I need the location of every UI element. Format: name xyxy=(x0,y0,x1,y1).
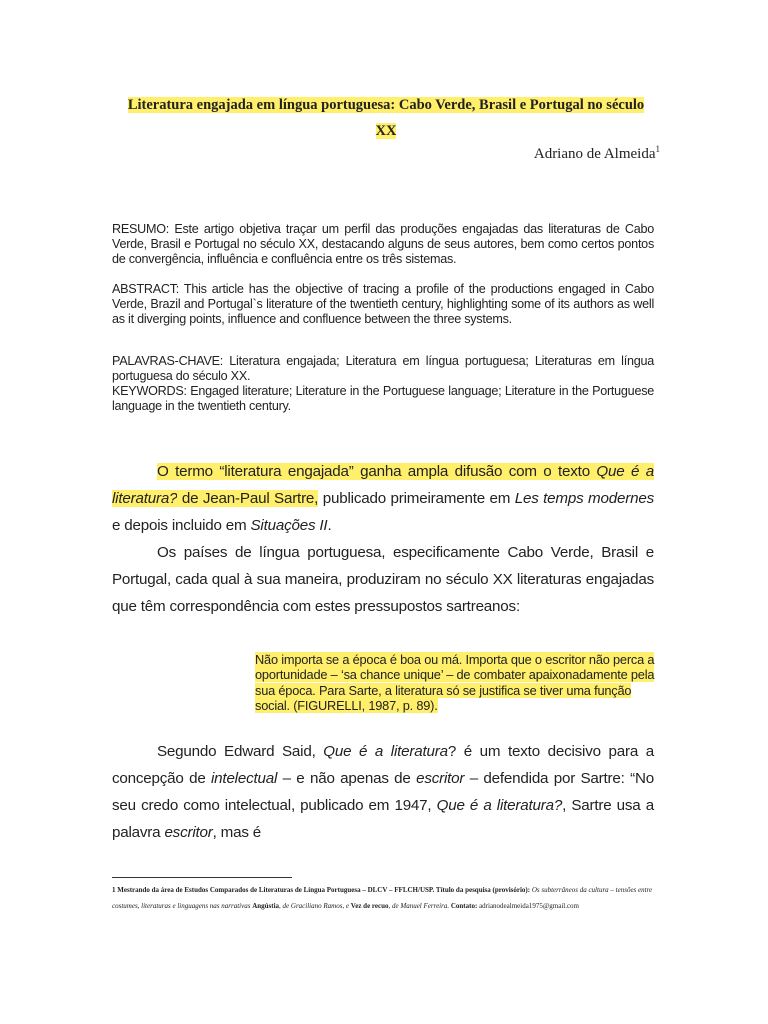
fn-italic-a: Os subterrâneos da cultura – tensões entre costumes, literaturas e linguagens nas narrativas xyxy=(112,886,653,910)
paragraph-2: Os países de língua portuguesa, especificamente Cabo Verde, Brasil e Portugal, cada qual à sua maneira, produziram no século XX literaturas engajadas que têm correspondência com estes pressupostos sartreanos: xyxy=(112,544,654,615)
p1-plain-c: . xyxy=(327,517,332,534)
author-name-text: Adriano de Almeida xyxy=(533,146,656,162)
p3-italic-d: Que é a literatura? xyxy=(436,797,563,814)
p3-c: – e não apenas de xyxy=(277,770,417,787)
p3-italic-a: Que é a literatura xyxy=(323,743,448,760)
p1-italic-a: Que é a literatura? xyxy=(112,463,654,507)
fn-italic-b: , de Graciliano Ramos, e xyxy=(279,902,351,910)
p1-plain-a: publicado primeiramente em xyxy=(318,490,515,507)
paragraph-1 xyxy=(112,458,654,539)
p3-e: , Sartre usa a palavra xyxy=(112,797,654,841)
quote-text: Não importa se a época é boa ou má. Importa que o escritor não perca a oportunidade – ‘sa chance unique’ – de combater apaixonadamente pela sua época. Para Sarte, a literatura só se justifica se tiver uma função social. (FIGURELLI, 1987, p. 89). xyxy=(255,652,655,713)
fn-email[interactable]: adrianodealmeida1975@gmail.com xyxy=(477,902,580,910)
fn-bold-d: Contato: xyxy=(450,902,478,910)
resumo: RESUMO: Este artigo objetiva traçar um perfil das produções engajadas das literaturas de Cabo Verde, Brasil e Portugal no século XX, destacando alguns de seus autores, bem como certos pontos de convergência, influência e confluência entre os três sistemas. xyxy=(112,222,654,266)
p3-a: Segundo Edward Said, xyxy=(157,743,324,760)
keywords-block xyxy=(112,354,654,414)
p1-italic-b: Les temps modernes xyxy=(514,490,654,507)
p3-f: , mas é xyxy=(212,824,262,841)
paragraph-3 xyxy=(112,738,654,846)
palavras-chave: PALAVRAS-CHAVE: Literatura engajada; Literatura em língua portuguesa; Literaturas em língua portuguesa do século XX. xyxy=(112,354,654,383)
p1-highlight-a: O termo “literatura engajada” ganha ampla difusão com o texto xyxy=(157,463,597,480)
p3-d: – defendida por Sartre: “No seu credo como intelectual, publicado em 1947, xyxy=(112,770,654,814)
block-quote xyxy=(255,652,655,713)
p1-plain-b: e depois incluido em xyxy=(112,517,251,534)
p3-italic-b: intelectual xyxy=(211,770,278,787)
title-line-2: XX xyxy=(375,123,397,139)
footnote-separator xyxy=(112,877,292,878)
author-name xyxy=(534,144,660,163)
footnote-1 xyxy=(112,882,657,914)
fn-bold-a: 1 Mestrando da área de Estudos Comparados de Literaturas de Língua Portuguesa – DLCV – FFLCH/USP. Título da pesquisa (provisório): xyxy=(112,886,531,894)
abstract: ABSTRACT: This article has the objective of tracing a profile of the productions engaged in Cabo Verde, Brazil and Portugal`s literature of the twentieth century, highlighting some of its authors as well as it diverging points, influence and confluence between the three systems. xyxy=(112,282,654,326)
article-title xyxy=(112,92,660,144)
keywords: KEYWORDS: Engaged literature; Literature in the Portuguese language; Literature in the Portuguese language in the twentieth century. xyxy=(112,384,654,413)
fn-bold-b: Angústia xyxy=(252,902,280,910)
title-line-1: Literatura engajada em língua portuguesa: Cabo Verde, Brasil e Portugal no século xyxy=(127,97,645,113)
p3-b: ? é um texto decisivo para a concepção de xyxy=(112,743,654,787)
fn-bold-c: Vez de recuo xyxy=(350,902,389,910)
p3-italic-e: escritor xyxy=(164,824,213,841)
footnote-mark: 1 xyxy=(655,144,660,154)
p3-italic-c: escritor xyxy=(416,770,465,787)
p1-italic-c: Situações II xyxy=(250,517,328,534)
fn-italic-c: , de Manuel Ferreira. xyxy=(388,902,451,910)
p1-highlight-b: de Jean-Paul Sartre, xyxy=(177,490,319,507)
